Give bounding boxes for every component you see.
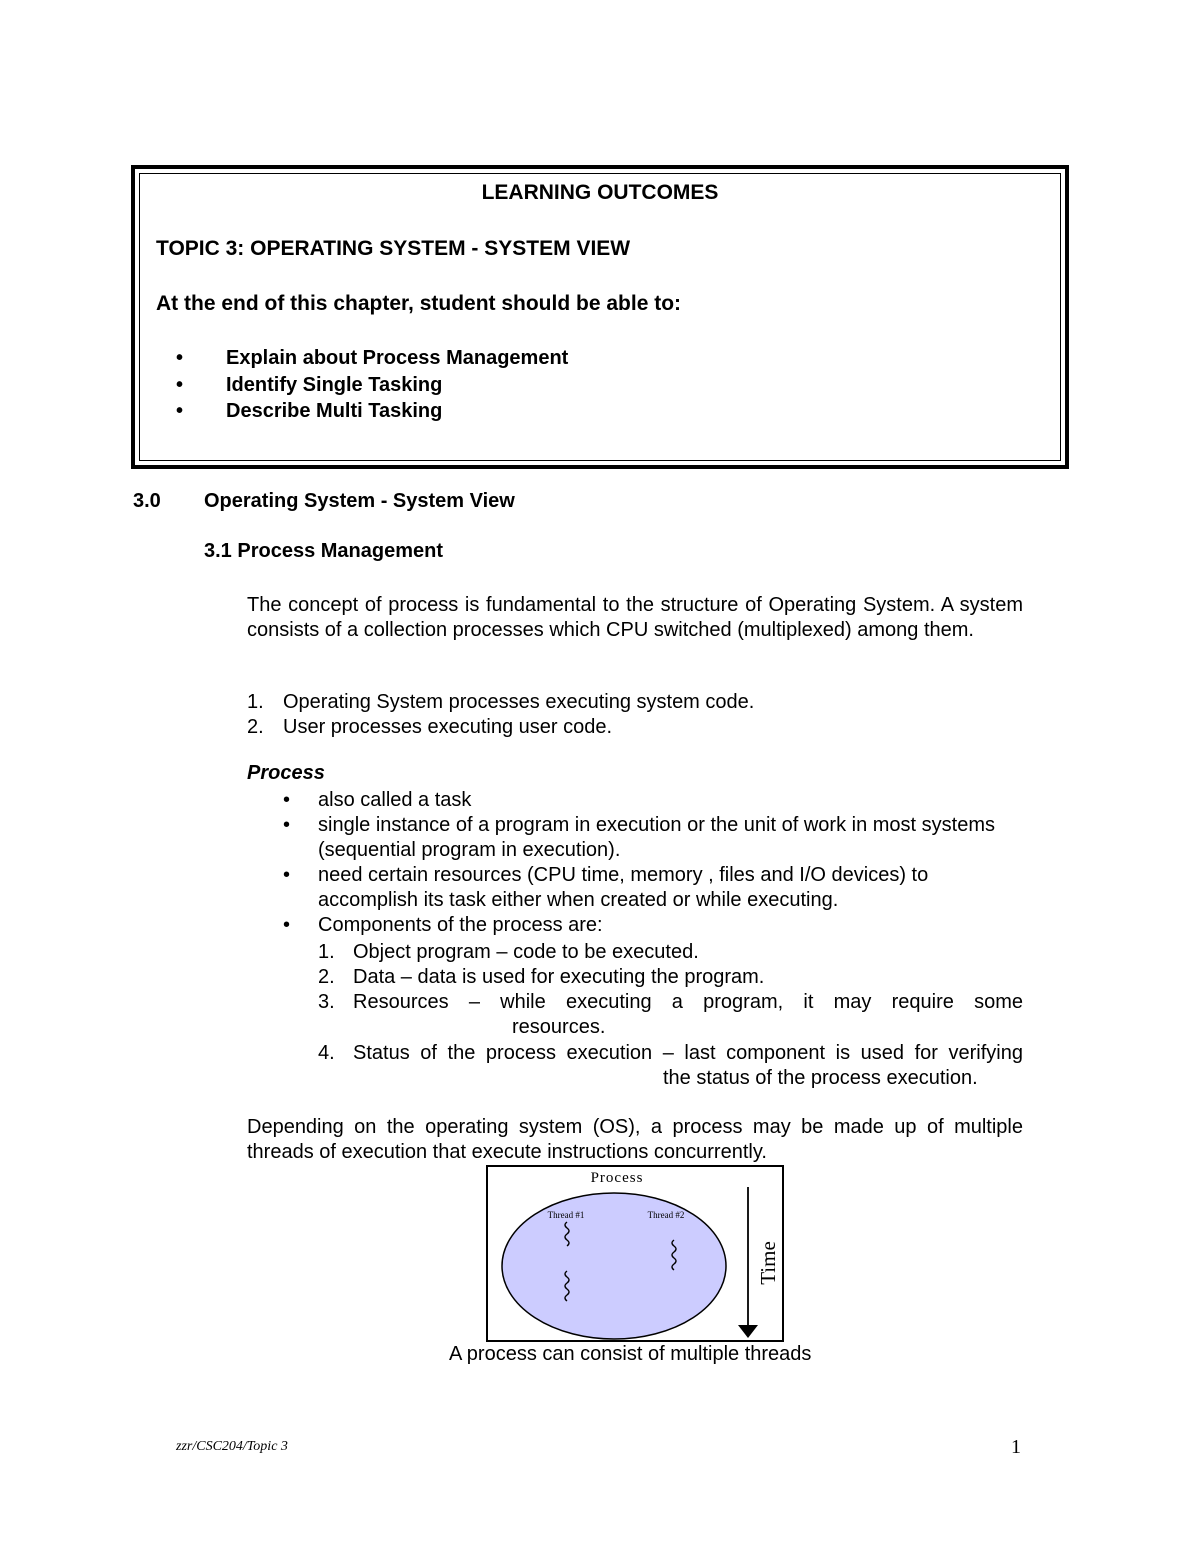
list-item: • also called a task <box>283 789 472 811</box>
threads-paragraph: Depending on the operating system (OS), a process may be made up of multiple threads of execution that execute instructions concurrently. <box>247 1116 1023 1163</box>
footer-course-code: zzr/CSC204/Topic 3 <box>176 1439 288 1454</box>
list-item: • need certain resources (CPU time, memory , files and I/O devices) to accomplish its task either when created or while executing. <box>283 864 929 911</box>
bullet-icon: • <box>176 347 184 369</box>
process-types-list <box>247 690 754 740</box>
process-label: Process <box>590 1170 644 1186</box>
process-heading: Process <box>247 762 325 784</box>
subsection-title: 3.1 Process Management <box>204 540 443 562</box>
section-number: 3.0 <box>133 490 161 512</box>
page-number: 1 <box>1011 1436 1021 1458</box>
outcome-item: • Explain about Process Management <box>156 345 568 372</box>
thread1-label: Thread #1 <box>547 1210 585 1220</box>
diagram-caption: A process can consist of multiple threads <box>449 1343 812 1365</box>
component-item: 1. Object program – code to be executed. <box>318 941 699 963</box>
outcomes-list <box>156 345 568 425</box>
list-item: 1. Operating System processes executing system code. <box>247 691 755 713</box>
bullet-icon: • <box>283 814 291 836</box>
outcome-item: • Identify Single Tasking <box>156 372 568 399</box>
learning-outcomes-title: LEARNING OUTCOMES <box>481 181 719 204</box>
component-item: 4. Status of the process execution – last component is used for verifying the status of the process execution. <box>318 1042 1023 1089</box>
list-item: • single instance of a program in execution or the unit of work in most systems (sequential program in execution). <box>283 814 995 861</box>
list-item: • Components of the process are: <box>283 914 603 936</box>
component-item: 3. Resources – while executing a program, it may require some resources. <box>318 991 1023 1038</box>
process-bullets <box>283 788 1023 938</box>
outcomes-intro: At the end of this chapter, student should be able to: <box>156 292 682 315</box>
time-label: Time <box>756 1241 780 1285</box>
component-item: 2. Data – data is used for executing the program. <box>318 966 765 988</box>
intro-paragraph: The concept of process is fundamental to the structure of Operating System. A system consists of a collection processes which CPU switched (multiplexed) among them. <box>247 594 1023 641</box>
bullet-icon: • <box>283 789 291 811</box>
list-item: 2. User processes executing user code. <box>247 716 613 738</box>
bullet-icon: • <box>176 400 184 422</box>
bullet-icon: • <box>283 864 291 886</box>
process-ellipse <box>502 1193 726 1339</box>
topic-heading: TOPIC 3: OPERATING SYSTEM - SYSTEM VIEW <box>156 237 631 260</box>
thread2-label: Thread #2 <box>647 1210 685 1220</box>
diagram-svg <box>488 1167 782 1340</box>
bullet-icon: • <box>176 373 184 396</box>
process-threads-diagram <box>486 1165 784 1342</box>
outcome-item: • Describe Multi Tasking <box>156 398 568 425</box>
time-arrow-head-icon <box>738 1325 758 1338</box>
bullet-icon: • <box>283 914 291 936</box>
section-title: Operating System - System View <box>204 490 515 512</box>
